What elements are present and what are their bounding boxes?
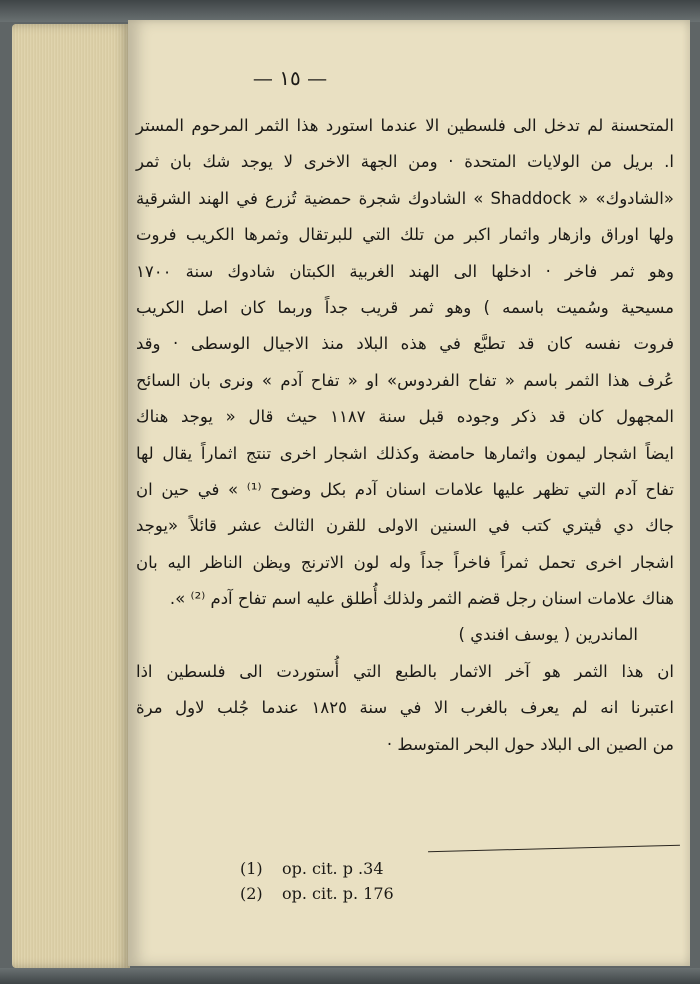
text-line: ولها اوراق وازهار واثمار اكبر من تلك التي للبرتقال وثمرها الكريب فروت xyxy=(136,225,674,245)
text-line: تفاح آدم التي تظهر عليها علامات اسنان آدم بكل وضوح ⁽¹⁾ » في حين ان xyxy=(136,479,674,499)
text-line: فروت نفسه كان قد تطبَّع في هذه البلاد منذ الاجيال الوسطى · وقد xyxy=(136,334,674,354)
book-cover-bottom xyxy=(0,968,700,984)
footnote-text: op. cit. p .34 xyxy=(282,859,384,878)
text-line: مسيحية وسُميت باسمه ) وهو ثمر قريب جداً وربما كان اصل الكريب xyxy=(136,297,674,317)
book-cover-top xyxy=(0,0,700,22)
text-line: ايضاً اشجار ليمون واثمارها حامضة وكذلك اشجار اخرى تنتج اثماراً يقال لها xyxy=(136,443,674,463)
text-line: المتحسنة لم تدخل الى فلسطين الا عندما استورد هذا الثمر المرحوم المستر xyxy=(136,116,674,135)
footnote-number: (1) xyxy=(240,859,263,878)
text-line: «الشادوك» « Shaddock » الشادوك شجرة حمضية تُزرع في الهند الشرقية xyxy=(136,188,674,208)
text-line: ان هذا الثمر هو آخر الاثمار بالطبع التي أُستوردت الى فلسطين اذا xyxy=(136,661,674,681)
text-line: هناك علامات اسنان رجل قضم الثمر ولذلك أُطلق عليه اسم تفاح آدم ⁽²⁾ ». xyxy=(169,589,674,609)
footnote-2 xyxy=(240,881,540,906)
section-heading: الماندرين ( يوسف افندي ) xyxy=(458,625,638,645)
text-line: اشجار اخرى تحمل ثمراً فاخراً جداً وله لون الاترنج ويظن الناظر اليه بان xyxy=(136,552,674,572)
footnote-text: op. cit. p. 176 xyxy=(282,884,394,903)
footnote-1 xyxy=(240,856,540,881)
text-line: جاك دي ڤيتري كتب في السنين الاولى للقرن الثالث عشر قائلاً «يوجد xyxy=(136,516,674,536)
page-edges xyxy=(12,24,130,968)
text-line: ا. بريل من الولايات المتحدة · ومن الجهة الاخرى لا يوجد شك بان ثمر xyxy=(136,152,674,172)
page-number: — ١٥ — xyxy=(252,66,328,90)
text-line: المجهول كان قد ذكر وجوده قبل سنة ١١٨٧ حيث قال « يوجد هناك xyxy=(136,407,675,427)
footnote-number: (2) xyxy=(240,884,263,903)
footnotes xyxy=(240,856,540,906)
body-text xyxy=(128,108,686,763)
text-line: من الصين الى البلاد حول البحر المتوسط · xyxy=(386,734,674,754)
text-line: وهو ثمر فاخر · ادخلها الى الهند الغربية الكبتان شادوك سنة ١٧٠٠ xyxy=(136,261,674,281)
text-line: عُرف هذا الثمر باسم « تفاح الفردوس» او « تفاح آدم » ونرى بان السائح xyxy=(136,370,674,390)
text-line: اعتبرنا انه لم يعرف بالغرب الا في سنة ١٨٢٥ عندما جُلب لاول مرة xyxy=(136,698,674,718)
